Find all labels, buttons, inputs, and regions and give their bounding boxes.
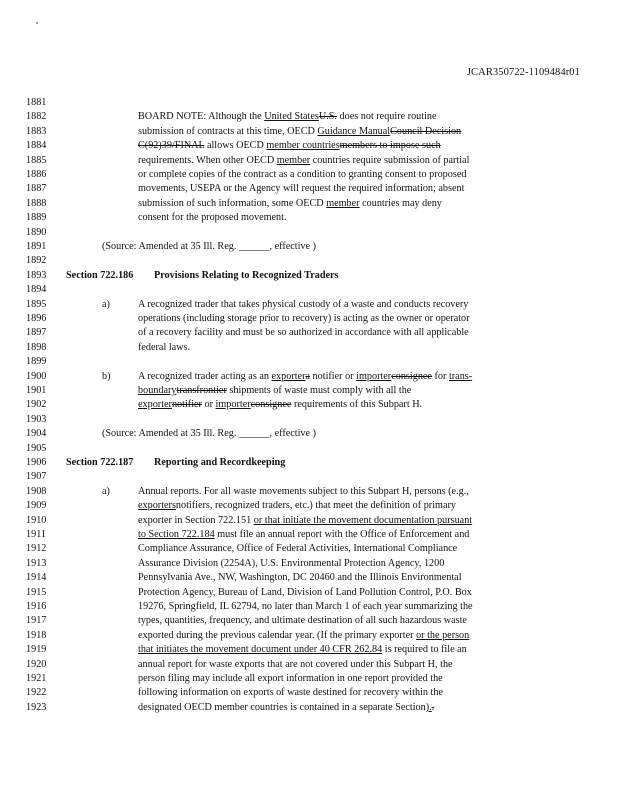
inserted-text: boundary: [138, 385, 177, 396]
line-number: 1906: [26, 457, 47, 468]
item-text: boundarytransfrontier shipments of waste must comply with all the: [138, 385, 412, 396]
deleted-text: notifier: [171, 399, 202, 411]
inserted-text: or that initiate the movement documentation pursuant: [253, 514, 473, 526]
inserted-text: importer: [215, 399, 251, 411]
section-title: Reporting and Recordkeeping: [154, 457, 286, 468]
deleted-text: consignee: [391, 370, 432, 382]
board-note-text: BOARD NOTE: Although the United StatesU.S. does not require routine: [138, 111, 437, 123]
line-number: 1903: [26, 413, 47, 425]
item-label: b): [102, 370, 111, 382]
source-note: (Source: Amended at 35 Ill. Reg. ______, effective ): [102, 428, 316, 440]
item-text: operations (including storage prior to recovery) is acting as the owner or operator: [138, 313, 470, 324]
item-text: Compliance Assurance, Office of Federal Activities, International Compliance: [138, 543, 458, 555]
line-number: 1912: [26, 543, 47, 555]
item-text: designated OECD member countries is contained in a separate Section)..: [138, 701, 435, 713]
board-note-text: or complete copies of the contract as a condition to granting consent to proposed: [138, 169, 467, 180]
inserted-text: member countries: [266, 140, 340, 152]
item-text: Protection Agency, Bureau of Land, Division of Land Pollution Control, P.O. Box: [138, 586, 472, 598]
inserted-text: or the person: [416, 629, 470, 641]
item-text: exportersnotifiers, recognized traders, etc.) that meet the definition of primary: [138, 500, 456, 512]
line-number: 1891: [26, 241, 47, 252]
line-number: 1899: [26, 356, 47, 368]
line-number: 1900: [26, 370, 47, 382]
line-number: 1897: [26, 327, 47, 339]
inserted-text: exporters: [138, 500, 176, 512]
line-number: 1907: [26, 471, 47, 483]
line-number: 1918: [26, 629, 47, 641]
item-text: types, quantities, frequency, and ultimate destination of all such hazardous waste: [138, 615, 467, 627]
item-text: annual report for waste exports that are not covered under this Subpart H, the: [138, 658, 453, 670]
item-text: to Section 722.184 must file an annual report with the Office of Enforcement and: [138, 529, 470, 540]
board-note-text: submission of such information, some OECD member countries may deny: [138, 197, 442, 209]
section-title: Provisions Relating to Recognized Traders: [154, 269, 339, 281]
line-number: 1886: [26, 169, 47, 180]
item-text: exporter in Section 722.151 or that initiate the movement documentation pursuant: [138, 514, 473, 526]
deleted-text: U.S.: [318, 111, 337, 123]
line-number: 1898: [26, 341, 47, 353]
line-number: 1896: [26, 313, 47, 324]
scan-speck: [36, 22, 38, 24]
item-text: following information on exports of waste destined for recovery within the: [138, 687, 443, 699]
line-number: 1887: [26, 183, 47, 195]
item-text: A recognized trader that takes physical custody of a waste and conducts recovery: [138, 298, 469, 310]
line-number: 1881: [26, 97, 47, 108]
deleted-text: transfrontier: [176, 385, 227, 396]
line-number: 1894: [26, 284, 47, 296]
item-text: Assurance Division (2254A), U.S. Environmental Protection Agency, 1200: [138, 557, 445, 569]
line-number: 1923: [26, 701, 47, 713]
item-text: Annual reports. For all waste movements subject to this Subpart H, persons (e.g.,: [138, 485, 469, 497]
source-note: (Source: Amended at 35 Ill. Reg. ______, effective ): [102, 241, 316, 252]
item-text: person filing may include all export information in one report provided the: [138, 673, 443, 684]
deleted-text: a: [305, 370, 310, 382]
board-note-text: C(92)39/FINAL allows OECD member countriesmembers to impose such: [138, 140, 441, 152]
line-number: 1911: [26, 529, 46, 540]
inserted-text: trans-: [448, 370, 473, 382]
line-number: 1889: [26, 212, 47, 224]
board-note-text: requirements. When other OECD member countries require submission of partial: [138, 154, 470, 166]
line-number: 1888: [26, 197, 47, 209]
line-number: 1915: [26, 586, 47, 598]
section-number: Section 722.187: [66, 457, 134, 468]
line-number: 1921: [26, 673, 47, 684]
item-text: federal laws.: [138, 341, 191, 353]
item-text: that initiates the movement document under 40 CFR 262.84 is required to file an: [138, 644, 467, 656]
line-number: 1916: [26, 601, 47, 612]
item-text: exporternotifier or importerconsignee requirements of this Subpart H.: [138, 399, 423, 411]
deleted-text: Council Decision: [390, 125, 462, 137]
item-text: 19276, Springfield, IL 62794, no later than March 1 of each year summarizing the: [138, 601, 473, 612]
deleted-text: consignee: [250, 399, 292, 411]
line-number: 1914: [26, 572, 47, 584]
line-number: 1882: [26, 111, 47, 123]
line-number: 1895: [26, 298, 47, 310]
line-number: 1913: [26, 557, 47, 569]
item-label: a): [102, 298, 110, 310]
inserted-text: that initiates the movement document: [138, 644, 294, 656]
inserted-text: exporter: [138, 399, 172, 411]
line-number: 1904: [26, 428, 47, 440]
line-number: 1893: [26, 269, 47, 281]
inserted-text: United States: [264, 111, 319, 123]
line-number: 1909: [26, 500, 47, 512]
inserted-text: under 40 CFR 262.84: [293, 644, 383, 656]
line-number: 1922: [26, 687, 47, 699]
line-number: 1892: [26, 255, 47, 267]
line-number: 1890: [26, 226, 47, 238]
inserted-text: importer: [356, 370, 392, 382]
line-number: 1905: [26, 442, 47, 454]
inserted-text: member: [276, 154, 311, 166]
line-number: 1920: [26, 658, 47, 670]
item-text: A recognized trader acting as an exportera notifier or importerconsignee for trans-: [138, 370, 473, 382]
inserted-text: exporter: [271, 370, 306, 382]
line-number: 1919: [26, 644, 47, 656]
line-number: 1883: [26, 125, 47, 137]
line-number: 1902: [26, 399, 47, 411]
line-number: 1901: [26, 385, 47, 396]
item-text: of a recovery facility and must be so authorized in accordance with all applicable: [138, 327, 469, 339]
board-note-text: movements, USEPA or the Agency will request the required information; absent: [138, 183, 465, 195]
inserted-text: to Section 722.184: [138, 529, 215, 540]
item-label: a): [102, 485, 110, 497]
inserted-text: Guidance Manual: [317, 125, 391, 137]
document-id-header: JCAR350722-1109484r01: [466, 67, 580, 78]
deleted-text: C(92)39/FINAL: [138, 140, 205, 152]
board-note-text: consent for the proposed movement.: [138, 212, 287, 224]
deleted-text: .: [431, 701, 435, 713]
line-number: 1910: [26, 514, 47, 526]
item-text: Pennsylvania Ave., NW, Washington, DC 20460 and the Illinois Environmental: [138, 572, 462, 584]
line-number: 1908: [26, 485, 47, 497]
line-number: 1884: [26, 140, 47, 152]
deleted-text: members to impose such: [339, 140, 441, 152]
line-number: 1885: [26, 154, 47, 166]
section-number: Section 722.186: [66, 269, 134, 281]
inserted-text: member: [326, 197, 360, 209]
inserted-text: ).: [425, 701, 432, 713]
item-text: exported during the previous calendar year. (If the primary exporter or the person: [138, 629, 470, 641]
board-note-text: submission of contracts at this time, OECD Guidance ManualCouncil Decision: [138, 125, 462, 137]
line-number: 1917: [26, 615, 47, 627]
